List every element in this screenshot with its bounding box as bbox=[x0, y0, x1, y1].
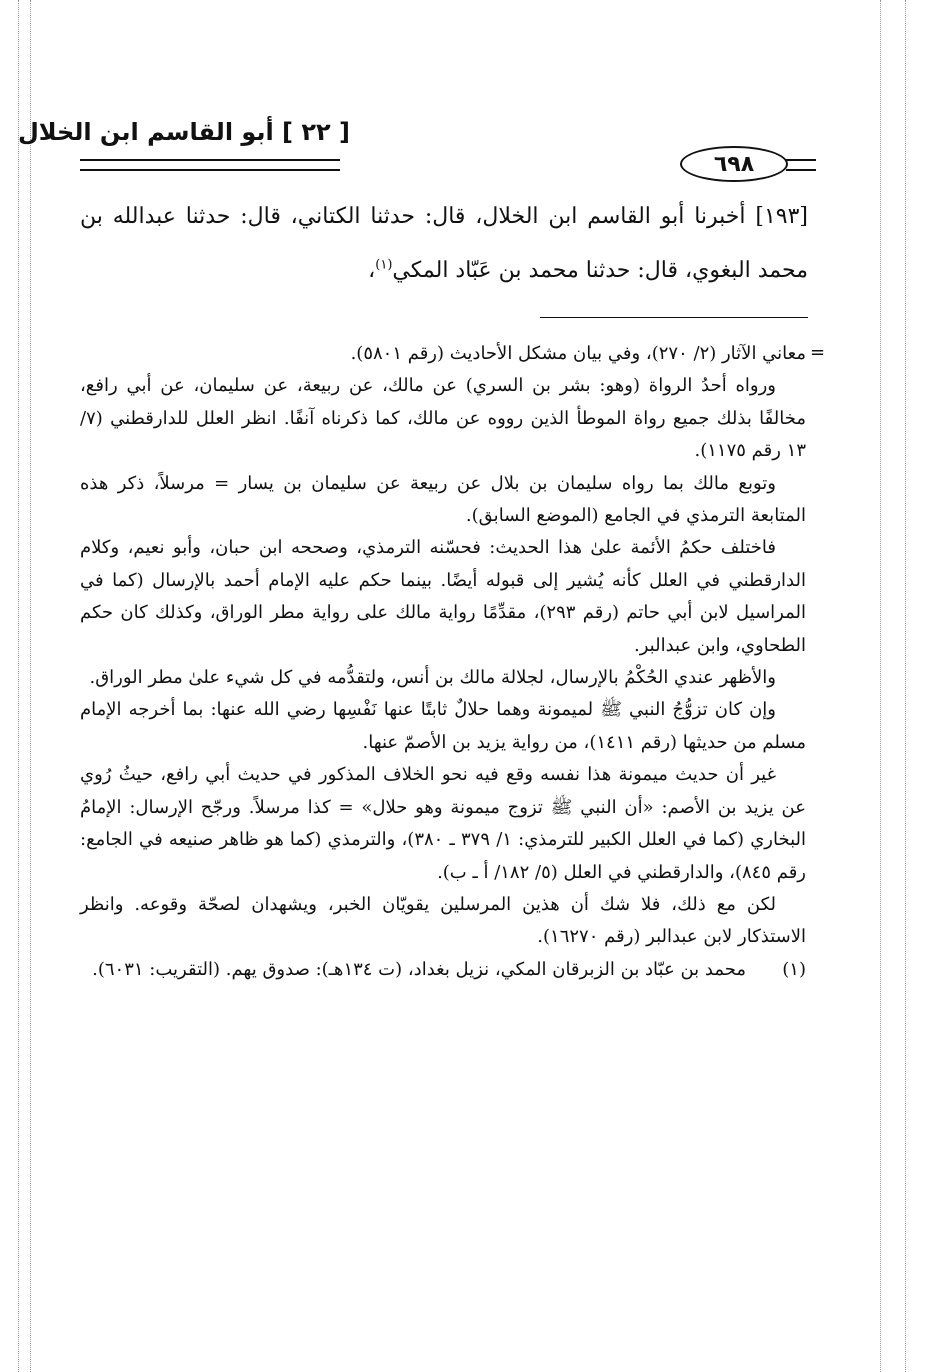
hadith-paragraph bbox=[80, 190, 808, 298]
page-number: ٦٩٨ bbox=[713, 151, 755, 177]
hadith-chain: [١٩٣] أخبرنا أبو القاسم ابن الخلال، قال: حدثنا الكتاني، قال: حدثنا عبدالله بن محمد البغوي، قال: حدثنا محمد بن عَبّاد المكي bbox=[80, 204, 808, 283]
scan-margin-dots-left-2 bbox=[30, 0, 31, 1372]
continuation-mark: = bbox=[810, 342, 826, 363]
scan-margin-dots-left bbox=[18, 0, 19, 1372]
footnote-paragraph: لكن مع ذلك، فلا شك أن هذين المرسلين يقويّان الخبر، ويشهدان لصحّة وقوعه. وانظر الاستذكار لابن عبدالبر (رقم ١٦٢٧٠). bbox=[80, 893, 806, 948]
footnote-divider bbox=[540, 317, 808, 318]
footnote-1 bbox=[80, 954, 806, 986]
hadith-text bbox=[80, 190, 808, 298]
footnote-number: (١) bbox=[782, 958, 806, 980]
footnote-reference: (١) bbox=[375, 257, 393, 273]
footnote-paragraph: غير أن حديث ميمونة هذا نفسه وقع فيه نحو الخلاف المذكور في حديث أبي رافع، حيثُ رُوي عن يزيد بن الأصم: «أن النبي ﷺ تزوج ميمونة وهو حلال» = كذا مرسلاً. ورجّح الإرسال: الإمامُ البخاري (كما في العلل الكبير للترمذي: ١/ ٣٧٩ ـ ٣٨٠)، والترمذي (كما هو ظاهر صنيعه في الجامع: رقم ٨٤٥)، والدارقطني في العلل (٥/ ١٨٢/ أ ـ ب). bbox=[80, 764, 807, 883]
header-rule-right bbox=[786, 159, 816, 171]
footnote-paragraph: معاني الآثار (٢/ ٢٧٠)، وفي بيان مشكل الأحاديث (رقم ٥٨٠١). bbox=[350, 343, 806, 364]
running-header-title: [ ٢٢ ] أبو القاسم ابن الخلال bbox=[17, 118, 350, 146]
hadith-trailing-comma: ، bbox=[368, 258, 376, 283]
page-number-oval bbox=[680, 146, 788, 182]
footnote-paragraph: وإن كان تزوُّجُ النبي ﷺ لميمونة وهما حلالٌ ثابتًا عنها نَفْسِها رضي الله عنها: بما أخرجه الإمام مسلم من حديثها (رقم ١٤١١)، من رواية يزيد بن الأصمّ عنها. bbox=[80, 699, 806, 753]
footnote-1-text: محمد بن عبّاد بن الزبرقان المكي، نزيل بغداد، (ت ١٣٤هـ): صدوق يهم. (التقريب: ٦٠٣١). bbox=[92, 958, 746, 980]
footnote-paragraph: وتوبع مالك بما رواه سليمان بن بلال عن ربيعة عن سليمان بن يسار = مرسلاً، ذكر هذه المتابعة الترمذي في الجامع (الموضع السابق). bbox=[80, 472, 806, 527]
scan-margin-dots-right-2 bbox=[905, 0, 906, 1372]
footnote-paragraph: والأظهر عندي الحُكْمُ بالإرسال، لجلالة مالك بن أنس، ولتقدُّمه في كل شيء علىٰ مطر الوراق. bbox=[89, 667, 776, 689]
scan-margin-dots-right bbox=[880, 0, 881, 1372]
footnote-paragraph: فاختلف حكمُ الأئمة علىٰ هذا الحديث: فحسّنه الترمذي، وصححه ابن حبان، وأبو نعيم، وكلام الدارقطني في العلل كأنه يُشير إلى قبوله أيضًا. بينما حكم عليه الإمام أحمد بالإرسال (كما في المراسيل لابن أبي حاتم (رقم ٢٩٣)، مقدِّمًا رواية مالك على رواية مطر الوراق، وكذلك كان حكم الطحاوي، وابن عبدالبر. bbox=[80, 537, 806, 656]
header-rule-left bbox=[80, 159, 340, 171]
footnotes-section bbox=[80, 338, 806, 986]
footnote-paragraph: ورواه أحدُ الرواة (وهو: بشر بن السري) عن مالك، عن ربيعة، عن سليمان، عن أبي رافع، مخالفًا بذلك جميع رواة الموطأ الذين رووه عن مالك، كما ذكرناه آنفًا. انظر العلل للدارقطني (٧/ ١٣ رقم ١١٧٥). bbox=[80, 375, 806, 462]
